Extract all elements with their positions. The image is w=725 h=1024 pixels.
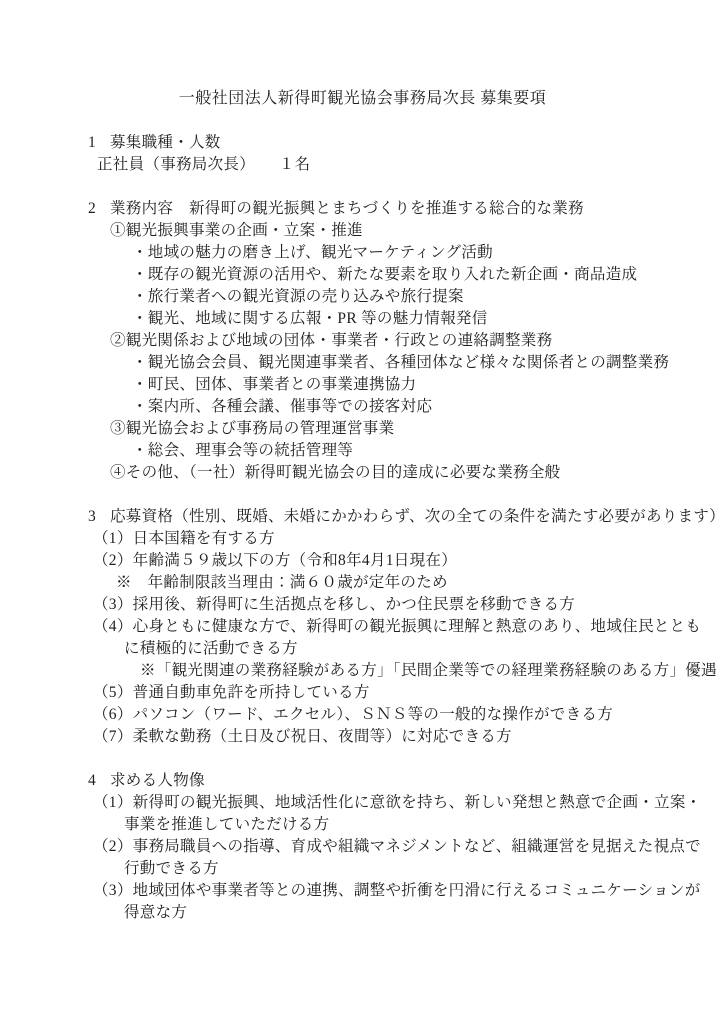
section-title: 業務内容 新得町の観光振興とまちづくりを推進する総合的な業務 — [110, 200, 584, 217]
doc-line: ・町民、団体、事業者との事業連携協力 — [132, 376, 417, 393]
doc-line: 行動できる方 — [124, 860, 219, 877]
doc-line: （4）心身ともに健康な方で、新得町の観光振興に理解と熱意のあり、地域住民ととも — [93, 618, 702, 635]
doc-line: ③観光協会および事務局の管理運営事業 — [110, 420, 395, 437]
section-heading-1 — [0, 132, 725, 154]
doc-line: 事業を推進していただける方 — [124, 816, 330, 833]
doc-line: （3）採用後、新得町に生活拠点を移し、かつ住民票を移動できる方 — [93, 596, 576, 613]
doc-line: ①観光振興事業の企画・立案・推進 — [110, 222, 363, 239]
doc-line: ※ 年齢制限該当理由：満６０歳が定年のため — [116, 574, 448, 591]
blank-line — [0, 748, 725, 770]
section-heading-3 — [0, 506, 725, 528]
doc-line: （1）新得町の観光振興、地域活性化に意欲を持ち、新しい発想と熱意で企画・立案・ — [93, 794, 702, 811]
blank-line — [0, 110, 725, 132]
document-title: 一般社団法人新得町観光協会事務局次長 募集要項 — [178, 90, 547, 107]
doc-line: ・観光、地域に関する広報・PR 等の魅力情報発信 — [132, 310, 488, 327]
doc-line: ・地域の魅力の磨き上げ、観光マーケティング活動 — [132, 244, 493, 261]
doc-line: （5）普通自動車免許を所持している方 — [93, 684, 370, 701]
doc-line: ②観光関係および地域の団体・事業者・行政との連絡調整業務 — [110, 332, 553, 349]
section-title: 求める人物像 — [110, 772, 205, 789]
doc-line: （3）地域団体や事業者等との連携、調整や折衝を円滑に行えるコミュニケーションが — [93, 882, 701, 899]
doc-line: （2）年齢満５９歳以下の方（令和8年4月1日現在） — [93, 552, 458, 569]
doc-line: ④その他、（一社）新得町観光協会の目的達成に必要な業務全般 — [110, 464, 561, 481]
section-heading-2 — [0, 198, 725, 220]
section-heading-4 — [0, 770, 725, 792]
doc-line: ・観光協会会員、観光関連事業者、各種団体など様々な関係者との調整業務 — [132, 354, 670, 371]
doc-line: （1）日本国籍を有する方 — [93, 530, 275, 547]
section-number: 2 — [88, 200, 97, 217]
section-number: 1 — [88, 134, 97, 151]
doc-line: ※「観光関連の業務経験がある方」「民間企業等での経理業務経験のある方」優遇 — [140, 662, 717, 679]
doc-line: ・総会、理事会等の統括管理等 — [132, 442, 354, 459]
doc-line: ・既存の観光資源の活用や、新たな要素を取り入れた新企画・商品造成 — [132, 266, 638, 283]
doc-line: （2）事務局職員への指導、育成や組織マネジメントなど、組織運営を見据えた視点で — [93, 838, 701, 855]
doc-line: 得意な方 — [124, 904, 188, 921]
document-body — [0, 110, 725, 924]
section-number: 4 — [88, 772, 97, 789]
blank-line — [0, 484, 725, 506]
doc-line: （7）柔軟な勤務（土日及び祝日、夜間等）に対応できる方 — [93, 728, 512, 745]
doc-line: （6）パソコン（ワード、エクセル）、ＳＮＳ等の一般的な操作ができる方 — [93, 706, 613, 723]
doc-line: ・旅行業者への観光資源の売り込みや旅行提案 — [132, 288, 464, 305]
blank-line — [0, 176, 725, 198]
section-title: 募集職種・人数 — [110, 134, 221, 151]
doc-line: 正社員（事務局次長） １名 — [97, 156, 311, 173]
doc-line: ・案内所、各種会議、催事等での接客対応 — [132, 398, 433, 415]
section-number: 3 — [88, 508, 97, 525]
section-title: 応募資格（性別、既婚、未婚にかかわらず、次の全ての条件を満たす必要があります） — [110, 508, 725, 525]
doc-line: に積極的に活動できる方 — [124, 640, 298, 657]
